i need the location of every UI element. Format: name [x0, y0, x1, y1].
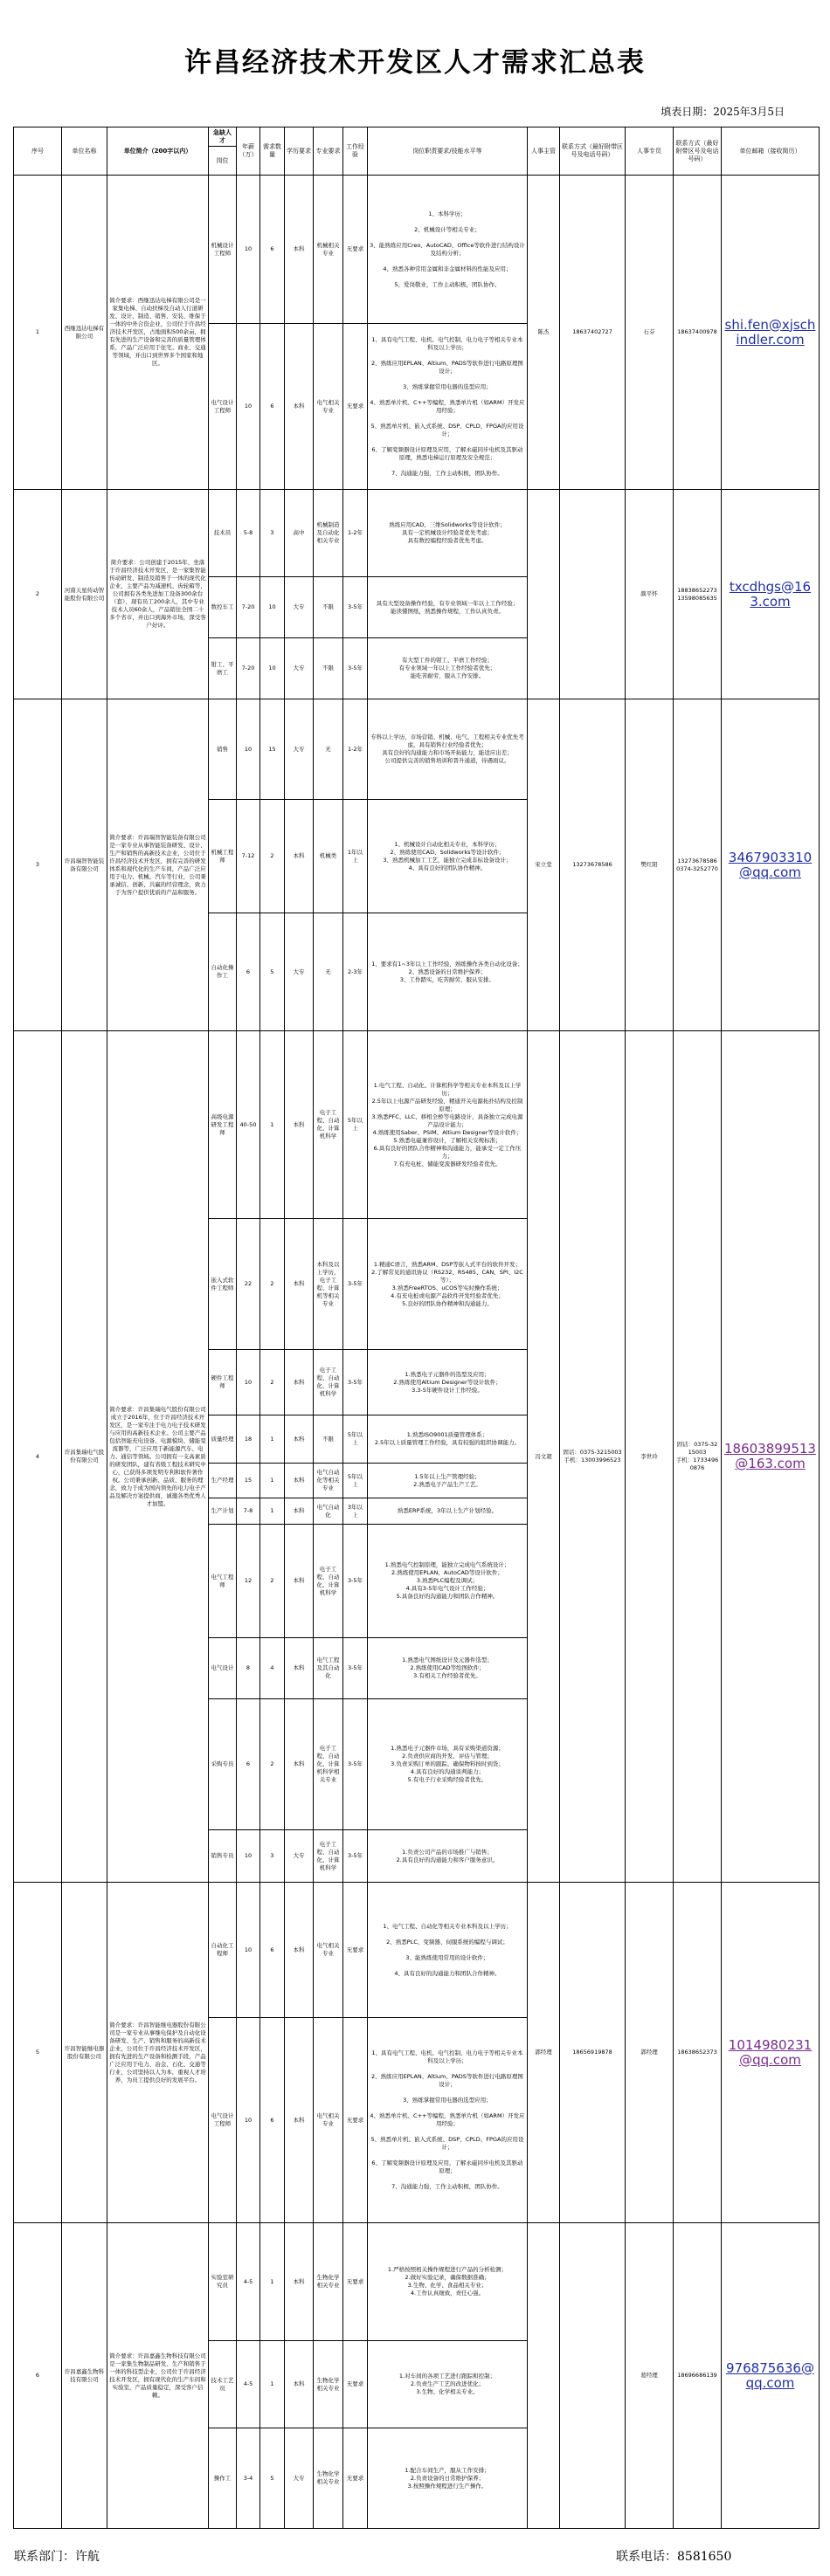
position-duties: 1.配合车间生产，服从工作安排； 2.负责设备的日常维护保养； 3.按照操作规程进行生产操作。	[368, 2428, 528, 2529]
position-education: 本科	[285, 1031, 314, 1219]
header-hr-staff: 人事专员	[626, 127, 674, 176]
position-major: 电气自动化	[314, 1498, 343, 1525]
position-duties: 1.熟悉电子元器件的选型及应用； 2.熟练使用Altium Designer等设计软件； 3.3-5年硬件设计工作经验。	[368, 1350, 528, 1415]
position-row	[14, 1031, 820, 1219]
position-experience: 1-2年	[343, 699, 368, 800]
position-title: 硬件工程师	[209, 1350, 237, 1415]
position-salary: 7-20	[237, 577, 260, 638]
company-intro: 简介要求：许昌嘉鑫生物科技有限公司是一家集生物制品研发、生产和销售于一体的科技型企业，公司位于许昌经济技术开发区，拥有现代化的生产车间和实验室，产品质量稳定，深受客户信赖。	[107, 2223, 209, 2529]
position-education: 本科	[285, 1638, 314, 1699]
hr-head-phone	[560, 2223, 626, 2529]
position-education: 大专	[285, 577, 314, 638]
position-experience: 无要求	[343, 2341, 368, 2428]
position-experience: 无要求	[343, 176, 368, 324]
position-duties: 1.负责公司产品的市场推广与销售； 2.具有良好的沟通能力和客户服务意识。	[368, 1830, 528, 1883]
position-salary: 15	[237, 1464, 260, 1498]
position-major: 生物化学相关专业	[314, 2341, 343, 2428]
position-experience: 3-5年	[343, 638, 368, 699]
position-title: 电气设计工程师	[209, 2018, 237, 2223]
position-title: 自动化工程师	[209, 1883, 237, 2018]
position-education: 大专	[285, 638, 314, 699]
hr-head-name	[528, 490, 560, 699]
position-major: 不限	[314, 1415, 343, 1464]
position-duties: 1、电气工程、自动化等相关专业本科及以上学历； 2、熟悉PLC、变频器、伺服系统的编程与调试； 3、能熟练使用常用的设计软件； 4、具有良好的沟通能力和团队合作精神。	[368, 1883, 528, 2018]
header-email: 单位邮箱（接收简历）	[722, 127, 820, 176]
company-email-cell	[722, 2223, 820, 2529]
footer-contact-phone: 联系电话：8581650	[616, 2550, 732, 2564]
fill-date: 填表日期：2025年3月5日	[661, 106, 785, 118]
position-experience: 3-5年	[343, 1350, 368, 1415]
hr-head-phone: 13273678586	[560, 699, 626, 1031]
position-salary: 40-50	[237, 1031, 260, 1219]
position-salary: 4-5	[237, 2341, 260, 2428]
position-salary: 18	[237, 1415, 260, 1464]
position-duties: 1.精通C语言，熟悉ARM、DSP等嵌入式平台的软件开发； 2.了解常见的通讯协议（RS232、RS485、CAN、SPI、I2C等）； 3.熟悉FreeRTOS、uCOS等实时操作系统； 4.有充电桩或电源产品软件开发经验者优先； 5.良好的团队协作精神和沟通能力。	[368, 1219, 528, 1350]
position-duties: 熟悉ERP系统，3年以上生产计划经验。	[368, 1498, 528, 1525]
hr-head-phone: 固话：0375-3215003 手机：13003996523	[560, 1031, 626, 1883]
company-name: 许昌嘉鑫生物科技有限公司	[62, 2223, 107, 2529]
position-duties: 1、具有电气工程、电机、电气控制、电力电子等相关专业本科及以上学历； 2、熟练应用EPLAN、Altium、PADS等软件进行电路原理图设计； 3、熟练掌握常用电器的选型应用； 4、熟悉单片机、C++等编程，熟悉单片机（如ARM）开发应用经验； 5、熟悉单片机、嵌入式系统、DSP、CPLD、FPGA的应用设计； 6、了解变频器设计原理及应用，了解永磁同步电机及其驱动原理； 7、沟通能力强，工作主动积极，团队协作。	[368, 2018, 528, 2223]
hr-head-phone: 18656919878	[560, 1883, 626, 2223]
position-education: 本科	[285, 1498, 314, 1525]
hr-head-name	[528, 2223, 560, 2529]
company-number: 6	[14, 2223, 62, 2529]
position-major: 机械制造及自动化相关专业	[314, 490, 343, 577]
position-major: 电子工程、自动化、计算机科学	[314, 1350, 343, 1415]
position-duties: 有大型工件的钳工、平磨工作经验； 有专业领域一年以上工作经验者优先； 能吃苦耐劳，服从工作安排。	[368, 638, 528, 699]
header-experience: 工作经验	[343, 127, 368, 176]
position-salary: 4-5	[237, 2223, 260, 2341]
position-education: 本科	[285, 324, 314, 490]
position-experience: 5年以上	[343, 1415, 368, 1464]
position-title: 电气设计	[209, 1638, 237, 1699]
position-experience: 无要求	[343, 324, 368, 490]
position-education: 本科	[285, 2341, 314, 2428]
position-education: 本科	[285, 800, 314, 913]
position-title: 技术工艺员	[209, 2341, 237, 2428]
position-experience: 无要求	[343, 1883, 368, 2018]
position-major: 机械相关专业	[314, 176, 343, 324]
position-major: 电气相关专业	[314, 2018, 343, 2223]
position-count: 6	[260, 324, 285, 490]
hr-staff-phone: 13273678586 0374-3252770	[674, 699, 722, 1031]
position-major: 电子工程、自动化、计算机科学	[314, 1525, 343, 1638]
position-major: 无	[314, 699, 343, 800]
company-name: 河南天星传动智能股份有限公司	[62, 490, 107, 699]
position-title: 采购专员	[209, 1699, 237, 1830]
position-row	[14, 176, 820, 324]
hr-staff-phone: 18638652373	[674, 1883, 722, 2223]
company-intro: 简介要求：公司创建于2015年，坐落于许昌经济技术开发区，是一家集智能传动研发、制造及销售于一体的现代化企业，主要产品为减速机、齿轮箱等，公司拥有各类先进加工设备300余台（套），现有员工200余人，其中专业技术人员60余人，产品销往全国二十多个省市，并出口到海外市场，深受客户好评。	[107, 490, 209, 699]
position-experience: 无要求	[343, 2223, 368, 2341]
position-count: 10	[260, 577, 285, 638]
position-row	[14, 2223, 820, 2341]
header-salary: 年薪（万）	[237, 127, 260, 176]
position-experience: 3-5年	[343, 1638, 368, 1699]
position-major: 生物化学相关专业	[314, 2428, 343, 2529]
position-duties: 1.5年以上生产管理经验； 2.熟悉电子产品生产工艺。	[368, 1464, 528, 1498]
company-intro: 简介要求：西继迅达电梯有限公司是一家集电梯、自动扶梯及自动人行道研发、设计、制造、销售、安装、维保于一体的中外合资企业，公司位于许昌经济技术开发区，占地面积500余亩，拥有先进的生产设备和完善的质量管理体系，产品广泛应用于住宅、商业、交通等领域，并出口到世界多个国家和地区。	[107, 176, 209, 490]
position-count: 1	[260, 2223, 285, 2341]
position-count: 4	[260, 1638, 285, 1699]
position-duties: 1、机械设计自动化相关专业，本科学历； 2、熟练使用CAD、Solidworks等设计软件； 3、熟悉机械加工工艺，能独立完成非标设备设计； 4、具有良好的团队协作精神。	[368, 800, 528, 913]
hr-staff-name: 郭经理	[626, 1883, 674, 2223]
position-salary: 6	[237, 1699, 260, 1830]
header-major: 专业要求	[314, 127, 343, 176]
position-title: 操作工	[209, 2428, 237, 2529]
header-urgent: 急缺人才	[209, 127, 237, 147]
position-education: 本科	[285, 1415, 314, 1464]
position-count: 6	[260, 176, 285, 324]
hr-staff-name: 石芬	[626, 176, 674, 490]
company-intro: 简介要求：许昌瑞智智能装备有限公司是一家专业从事智能装备研发、设计、生产和销售的高新技术企业，公司位于许昌经济技术开发区，拥有完善的研发体系和现代化的生产车间，产品广泛应用于电力、机械、汽车等行业，公司秉承诚信、创新、共赢的经营理念，致力于为客户提供优质的产品和服务。	[107, 699, 209, 1031]
company-name: 西继迅达电梯有限公司	[62, 176, 107, 490]
position-duties: 1、本科学历； 2、机械设计等相关专业； 3、能熟练应用Creo、AutoCAD、Office等软件进行结构设计及结构分析； 4、熟悉各种常用金属和非金属材料的性能及应用； 5、爱岗敬业，工作主动积极，团队协作。	[368, 176, 528, 324]
position-count: 15	[260, 699, 285, 800]
position-major: 电子工程、自动化、计算机科学	[314, 1031, 343, 1219]
position-count: 5	[260, 913, 285, 1031]
position-education: 本科	[285, 1699, 314, 1830]
header-hr-staff-phone: 联系方式（最好附带区号及电话号码）	[674, 127, 722, 176]
company-email-cell	[722, 699, 820, 1031]
company-email-link[interactable]: shi.fen@xjschindler.com	[724, 316, 816, 348]
position-count: 1	[260, 1415, 285, 1464]
page-title: 许昌经济技术开发区人才需求汇总表	[184, 47, 646, 79]
header-no: 序号	[14, 127, 62, 176]
position-row	[14, 1883, 820, 2018]
position-major: 不限	[314, 577, 343, 638]
table-body	[14, 176, 820, 2529]
position-salary: 10	[237, 1883, 260, 2018]
position-count: 1	[260, 2341, 285, 2428]
hr-head-name: 冯文超	[528, 1031, 560, 1883]
position-count: 2	[260, 1219, 285, 1350]
position-duties: 1、要求有1~3年以上工作经验，熟练操作各类自动化设备； 2、熟悉设备的日常维护保养； 3、工作踏实，吃苦耐劳，服从安排。	[368, 913, 528, 1031]
header-intro: 单位简介（200字以内）	[107, 127, 209, 176]
hr-staff-name: 葛经理	[626, 2223, 674, 2529]
hr-staff-phone: 18838652273 13598085635	[674, 490, 722, 699]
position-title: 电气设计工程师	[209, 324, 237, 490]
hr-staff-name: 李世玲	[626, 1031, 674, 1883]
position-education: 本科	[285, 176, 314, 324]
position-count: 3	[260, 1830, 285, 1883]
position-experience: 3-5年	[343, 1699, 368, 1830]
position-major: 电气相关专业	[314, 324, 343, 490]
position-education: 大专	[285, 1830, 314, 1883]
position-row	[14, 490, 820, 577]
position-salary: 8	[237, 1638, 260, 1699]
position-count: 2	[260, 800, 285, 913]
position-education: 本科	[285, 2018, 314, 2223]
position-duties: 1.电气工程、自动化、计算机科学等相关专业本科及以上学历； 2.5年以上电源产品研发经验，精通开关电源拓扑结构及控制原理； 3.熟悉PFC、LLC、移相全桥等电路设计，具备独立完成电源产品设计能力； 4.熟练使用Saber、PSIM、Altium Designer等设计软件； 5.熟悉电磁兼容设计，了解相关安规标准； 6.具有良好的团队合作精神和沟通能力，能承受一定工作压力； 7.有充电桩、储能变流器研发经验者优先。	[368, 1031, 528, 1219]
position-education: 本科	[285, 1525, 314, 1638]
position-education: 本科	[285, 1219, 314, 1350]
position-experience: 无要求	[343, 2018, 368, 2223]
position-experience: 3-5年	[343, 1219, 368, 1350]
company-email-cell	[722, 1031, 820, 1883]
position-major: 生物化学相关专业	[314, 2223, 343, 2341]
position-title: 机械设计工程师	[209, 176, 237, 324]
position-duties: 1.严格按照相关操作规程进行产品的分析检测； 2.做好实验记录，确保数据准确； 3.生物、化学、食品相关专业； 4.工作认真细致，责任心强。	[368, 2223, 528, 2341]
position-salary: 10	[237, 1350, 260, 1415]
position-count: 3	[260, 490, 285, 577]
position-count: 2	[260, 1699, 285, 1830]
position-education: 大专	[285, 2428, 314, 2529]
position-count: 1	[260, 1031, 285, 1219]
header-education: 学历要求	[285, 127, 314, 176]
company-email-cell	[722, 176, 820, 490]
position-education: 大专	[285, 913, 314, 1031]
company-name: 许昌智能继电器股份有限公司	[62, 1883, 107, 2223]
position-duties: 熟练应用CAD、三维Solidworks等设计软件； 具有一定机械设计经验者优先考虑； 具有数控编程经验者优先考虑。	[368, 490, 528, 577]
hr-head-name: 陈杰	[528, 176, 560, 490]
company-number: 5	[14, 1883, 62, 2223]
position-experience: 3年以上	[343, 1498, 368, 1525]
position-title: 嵌入式软件工程师	[209, 1219, 237, 1350]
position-experience: 2-3年	[343, 913, 368, 1031]
position-experience: 1-2年	[343, 490, 368, 577]
company-email-link[interactable]: 3467903310@qq.com	[728, 849, 813, 880]
header-row-top	[14, 127, 820, 147]
position-salary: 10	[237, 176, 260, 324]
company-email-cell	[722, 490, 820, 699]
position-major: 机械类	[314, 800, 343, 913]
position-count: 1	[260, 1464, 285, 1498]
position-major: 本科及以上学历，电子工程、计算机等相关专业	[314, 1219, 343, 1350]
position-title: 生产计划	[209, 1498, 237, 1525]
position-duties: 专科以上学历，市场营销、机械、电气、工程相关专业优先考虑，具有销售行业经验者优先； 具有良好的沟通能力和市场开拓能力，能适应出差； 公司提供完善的销售培训和晋升通道，待遇面议。	[368, 699, 528, 800]
position-salary: 10	[237, 2018, 260, 2223]
company-name: 许昌瑞智智能装备有限公司	[62, 699, 107, 1031]
position-count: 5	[260, 2428, 285, 2529]
position-row	[14, 699, 820, 800]
position-salary: 7-12	[237, 800, 260, 913]
hr-staff-phone: 18696686139	[674, 2223, 722, 2529]
position-salary: 5-8	[237, 490, 260, 577]
position-duties: 1、具有电气工程、电机、电气控制、电力电子等相关专业本科及以上学历； 2、熟练应用EPLAN、Altium、PADS等软件进行电路原理图设计； 3、熟练掌握常用电器的选型应用； 4、熟悉单片机、C++等编程，熟悉单片机（如ARM）开发应用经验； 5、熟悉单片机、嵌入式系统、DSP、CPLD、FPGA的应用设计； 6、了解变频器设计原理及应用，了解永磁同步电机及其驱动原理，熟悉电梯运行原理及安全规范； 7、沟通能力强，工作主动积极，团队协作。	[368, 324, 528, 490]
position-experience: 1年以上	[343, 800, 368, 913]
position-salary: 22	[237, 1219, 260, 1350]
position-duties: 1.熟悉电气图纸设计及元器件选型； 2.熟练使用CAD等绘图软件； 3.有相关工作经验者优先。	[368, 1638, 528, 1699]
position-salary: 10	[237, 699, 260, 800]
position-major: 无	[314, 913, 343, 1031]
position-salary: 10	[237, 1830, 260, 1883]
hr-staff-name: 樊红阳	[626, 699, 674, 1031]
position-count: 1	[260, 1498, 285, 1525]
company-number: 1	[14, 176, 62, 490]
company-name: 许昌集瑞电气股份有限公司	[62, 1031, 107, 1883]
position-education: 本科	[285, 1883, 314, 2018]
position-count: 6	[260, 1883, 285, 2018]
position-experience: 无要求	[343, 2428, 368, 2529]
hr-head-name: 宋立堂	[528, 699, 560, 1031]
position-education: 本科	[285, 2223, 314, 2341]
position-title: 钳工、平磨工	[209, 638, 237, 699]
position-salary: 3-4	[237, 2428, 260, 2529]
position-title: 生产经理	[209, 1464, 237, 1498]
company-number: 3	[14, 699, 62, 1031]
position-title: 销售专员	[209, 1830, 237, 1883]
position-title: 自动化操作工	[209, 913, 237, 1031]
position-experience: 3-5年	[343, 1830, 368, 1883]
position-major: 电气相关专业	[314, 1883, 343, 2018]
hr-head-phone: 18637402727	[560, 176, 626, 490]
position-education: 高中	[285, 490, 314, 577]
hr-head-name: 郭经理	[528, 1883, 560, 2223]
company-email-cell	[722, 1883, 820, 2223]
company-email-link[interactable]: 1014980231@qq.com	[728, 2036, 813, 2068]
company-email-link[interactable]: 18603899513@163.com	[724, 1441, 816, 1471]
header-hr-head-phone: 联系方式（最好附带区号及电话号码）	[560, 127, 626, 176]
header-hr-head: 人事主管	[528, 127, 560, 176]
position-count: 2	[260, 1350, 285, 1415]
position-experience: 3-5年	[343, 1525, 368, 1638]
position-education: 本科	[285, 1464, 314, 1498]
header-count: 需求数量	[260, 127, 285, 176]
position-count: 6	[260, 2018, 285, 2223]
position-salary: 6	[237, 913, 260, 1031]
position-duties: 1.对车间的各项工艺进行跟踪和控制； 2.负责生产工艺的改进优化； 3.生物、化学相关专业。	[368, 2341, 528, 2428]
position-major: 电气工程及其自动化	[314, 1638, 343, 1699]
position-title: 实验室研究员	[209, 2223, 237, 2341]
company-email-link[interactable]: txcdhgs@163.com	[729, 578, 812, 610]
position-experience: 5年以上	[343, 1031, 368, 1219]
position-salary: 12	[237, 1525, 260, 1638]
hr-staff-phone: 18637400978	[674, 176, 722, 490]
position-duties: 具有大型设备操作经验，有专业领域一年以上工作经验； 能读懂图纸，熟悉操作规程，工作认真负责。	[368, 577, 528, 638]
position-major: 电气自动化等相关专业	[314, 1464, 343, 1498]
company-intro: 简介要求：许昌智能继电器股份有限公司是一家专业从事继电保护及自动化设备研发、生产、销售和服务的高新技术企业，公司位于许昌经济技术开发区，拥有先进的生产设备和检测手段，产品广泛应用于电力、冶金、石化、交通等行业，公司坚持以人为本，重视人才培养，为员工提供良好的发展平台。	[107, 1883, 209, 2223]
position-major: 电子工程、自动化、计算机科学	[314, 1830, 343, 1883]
hr-staff-name: 颜平怀	[626, 490, 674, 699]
position-duties: 1.熟悉ISO9001质量管理体系； 2.5年以上质量管理工作经验，具有较强的组织协调能力。	[368, 1415, 528, 1464]
position-duties: 1.熟悉电气控制原理，能独立完成电气系统设计； 2.熟练使用EPLAN、AutoCAD等设计软件； 3.熟悉PLC编程及调试； 4.具有3-5年电气设计工作经验； 5.具备良好的沟通能力和团队合作精神。	[368, 1525, 528, 1638]
table-header	[14, 127, 820, 176]
position-major: 不限	[314, 638, 343, 699]
position-education: 大专	[285, 699, 314, 800]
position-title: 销售	[209, 699, 237, 800]
position-title: 质量经理	[209, 1415, 237, 1464]
position-title: 电气工程师	[209, 1525, 237, 1638]
position-salary: 7-8	[237, 1498, 260, 1525]
position-title: 机械工程师	[209, 800, 237, 913]
header-company: 单位名称	[62, 127, 107, 176]
position-salary: 10	[237, 324, 260, 490]
position-experience: 5年以上	[343, 1464, 368, 1498]
header-duties: 岗位职责要求/技能水平等	[368, 127, 528, 176]
company-number: 4	[14, 1031, 62, 1883]
position-title: 数控车工	[209, 577, 237, 638]
position-experience: 3-5年	[343, 577, 368, 638]
footer-contact-dept: 联系部门：许航	[14, 2550, 100, 2564]
company-number: 2	[14, 490, 62, 699]
hr-head-phone	[560, 490, 626, 699]
header-position: 岗位	[209, 147, 237, 176]
company-email-link[interactable]: 976875636@qq.com	[726, 2359, 814, 2391]
hr-staff-phone: 固话：0375-3215003 手机：17334960876	[674, 1031, 722, 1883]
position-education: 本科	[285, 1350, 314, 1415]
company-intro: 简介要求：许昌集瑞电气股份有限公司成立于2016年，位于许昌经济技术开发区，是一家专注于电力电子技术研发与应用的高新技术企业。公司主要产品包括智能充电设备、电源模块、储能变流器等，广泛应用于新能源汽车、电力、通信等领域。公司拥有一支高素质的研发团队，建有省级工程技术研究中心，已获得多项发明专利和软件著作权。公司秉承创新、品质、服务的理念，致力于成为国内领先的电力电子产品及解决方案提供商，诚邀各类优秀人才加盟。	[107, 1031, 209, 1883]
position-title: 技术员	[209, 490, 237, 577]
talent-demand-table	[13, 127, 820, 2529]
position-count: 10	[260, 638, 285, 699]
position-salary: 7-20	[237, 638, 260, 699]
position-title: 高级电源研发工程师	[209, 1031, 237, 1219]
position-count: 2	[260, 1525, 285, 1638]
position-major: 电子工程、自动化、计算机科学相关专业	[314, 1699, 343, 1830]
position-duties: 1.熟悉电子元器件市场，具有采购渠道资源； 2.负责供应商的开发、评估与管理； 3.负责采购订单的跟踪，确保物料按时到货； 4.具有良好的沟通谈判能力； 5.有电子行业采购经验者优先。	[368, 1699, 528, 1830]
